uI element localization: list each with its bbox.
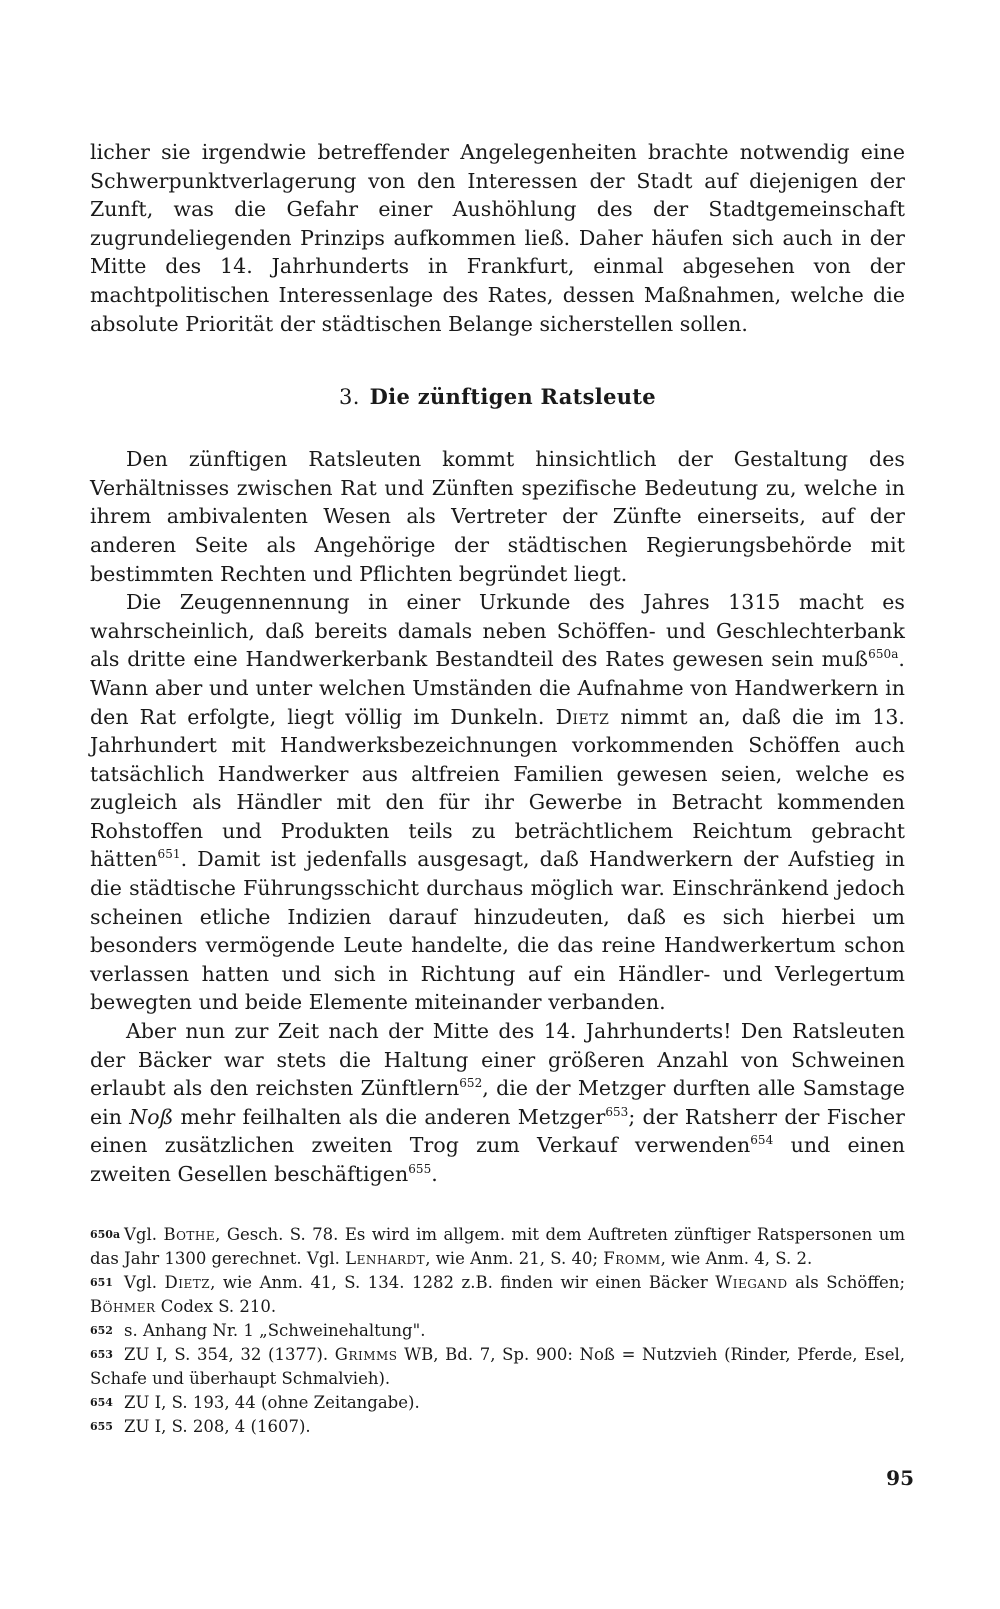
text-run: .	[431, 1162, 438, 1186]
text-run: . Wann aber und unter welchen Umständen die Aufnahme von Handwerkern in den Rat erfolgte, liegt völlig im Dunkeln.	[90, 647, 905, 729]
page-number: 95	[886, 1466, 914, 1490]
section-number: 3.	[339, 385, 360, 410]
footnotes	[90, 1223, 905, 1439]
text-run: Aber nun zur Zeit nach der Mitte des 14. Jahrhunderts! Den Ratsleuten der Bäcker war stets die Haltung einer größeren Anzahl von Schweinen erlaubt als den reichsten Zünftlern	[90, 1019, 905, 1101]
footnote-ref-652: 652	[459, 1076, 483, 1091]
footnote-text: , wie Anm. 41, S. 134. 1282 z.B. finden wir einen Bäcker	[210, 1272, 716, 1292]
section-heading	[90, 384, 905, 409]
author-name: Bothe	[163, 1224, 216, 1244]
footnote-650a	[90, 1223, 905, 1271]
text-run: ; der Ratsherr der Fischer einen zusätzlichen zweiten Trog zum Verkauf verwenden	[90, 1104, 905, 1158]
footnote-651	[90, 1271, 905, 1319]
text-run: und einen zweiten Gesellen beschäftigen	[90, 1133, 905, 1186]
footnote-number: 654	[90, 1395, 113, 1409]
footnote-number: 651	[90, 1275, 113, 1289]
footnote-number: 653	[90, 1347, 113, 1361]
section-title: Die zünftigen Ratsleute	[369, 384, 656, 410]
paragraph-intro: Den zünftigen Ratsleuten kommt hinsichtlich der Gestaltung des Verhältnisses zwischen Rat und Zünften spezifische Bedeutung zu, welche in ihrem ambivalenten Wesen als Vertreter der Zünfte einerseits, auf der anderen Seite als Angehörige der städtischen Regierungsbehörde mit bestimmten Rechten und Pflichten begründet liegt.	[90, 447, 905, 586]
footnote-text: Vgl.	[124, 1224, 164, 1244]
footnote-ref-651: 651	[157, 847, 181, 862]
footnote-text: ZU I, S. 208, 4 (1607).	[124, 1416, 311, 1436]
author-name: Fromm	[603, 1248, 661, 1268]
footnote-text: WB, Bd. 7, Sp. 900: Noß = Nutzvieh (Rinder, Pferde, Esel, Schafe und überhaupt Schmalvieh).	[90, 1344, 905, 1388]
footnote-text: s. Anhang Nr. 1 „Schweinehaltung".	[124, 1320, 426, 1340]
text-run: , die der Metzger durften alle Samstage ein	[90, 1076, 905, 1129]
footnote-text: , Gesch. S. 78. Es wird im allgem. mit dem Auftreten zünftiger Ratspersonen um das Jahr 1300 gerechnet. Vgl.	[90, 1224, 905, 1268]
text-run: mehr feilhalten als die anderen Metzger	[173, 1104, 606, 1129]
footnote-number: 655	[90, 1419, 113, 1433]
footnote-654	[90, 1391, 905, 1415]
footnote-number: 652	[90, 1323, 113, 1337]
footnote-text: ZU I, S. 193, 44 (ohne Zeitangabe).	[124, 1392, 420, 1412]
text-run: Die Zeugennennung in einer Urkunde des Jahres 1315 macht es wahrscheinlich, daß bereits damals neben Schöffen- und Geschlechterbank als dritte eine Handwerkerbank Bestandteil des Rates gewesen sein muß	[90, 590, 905, 672]
italic-term: Noß	[129, 1104, 174, 1129]
footnote-text: Vgl.	[124, 1272, 165, 1292]
author-name: Böhmer	[90, 1296, 156, 1316]
footnote-text: Codex S. 210.	[155, 1296, 277, 1316]
author-name: Grimms	[334, 1344, 398, 1364]
footnote-655	[90, 1415, 905, 1439]
footnote-text: , wie Anm. 4, S. 2.	[660, 1248, 813, 1268]
paragraph-continuation: licher sie irgendwie betreffender Angelegenheiten brachte notwendig eine Schwerpunktverlagerung von den Interessen der Stadt auf diejenigen der Zunft, was die Gefahr einer Aushöhlung des der Stadtgemeinschaft zugrundeliegenden Prinzips aufkommen ließ. Daher häufen sich auch in der Mitte des 14. Jahrhunderts in Frankfurt, einmal abgesehen von der machtpolitischen Interessenlage des Rates, dessen Maßnahmen, welche die absolute Priorität der städtischen Belange sicherstellen sollen.	[90, 140, 905, 336]
paragraph-zeugennennung	[90, 588, 905, 1017]
text-run: . Damit ist jedenfalls ausgesagt, daß Handwerkern der Aufstieg in die städtische Führungsschicht durchaus möglich war. Einschränkend jedoch scheinen etliche Indizien darauf hinzudeuten, daß es sich hierbei um besonders vermögende Leute handelte, die das reine Handwerkertum schon verlassen hatten und sich in Richtung auf ein Händler- und Verlegertum bewegten und beide Elemente miteinander verbanden.	[90, 847, 905, 1015]
paragraph-ratsleute	[90, 1017, 905, 1189]
footnote-text: als Schöffen;	[787, 1272, 905, 1292]
footnote-text: , wie Anm. 21, S. 40;	[425, 1248, 604, 1268]
footnote-ref-653: 653	[605, 1104, 629, 1119]
author-name: Wiegand	[715, 1272, 788, 1292]
footnote-ref-655: 655	[408, 1162, 432, 1177]
author-name: Lenhardt	[345, 1248, 426, 1268]
footnote-ref-650a: 650a	[868, 647, 899, 662]
author-name: Dietz	[164, 1272, 211, 1292]
page-content	[90, 138, 905, 1439]
footnote-ref-654: 654	[750, 1133, 774, 1148]
text-run: nimmt an, daß die im 13. Jahrhundert mit Handwerksbezeichnungen vorkommenden Schöffen auch tatsächlich Handwerker aus altfreien Familien gewesen seien, welche es zugleich als Händler mit den für ihr Gewerbe in Betracht kommenden Rohstoffen und Produkten teils zu beträchtlichem Reichtum gebracht hätten	[90, 704, 905, 872]
footnote-653	[90, 1343, 905, 1391]
footnote-652	[90, 1319, 905, 1343]
author-name: Dietz	[555, 704, 610, 729]
footnote-text: ZU I, S. 354, 32 (1377).	[124, 1344, 335, 1364]
footnote-number: 650a	[90, 1227, 121, 1241]
